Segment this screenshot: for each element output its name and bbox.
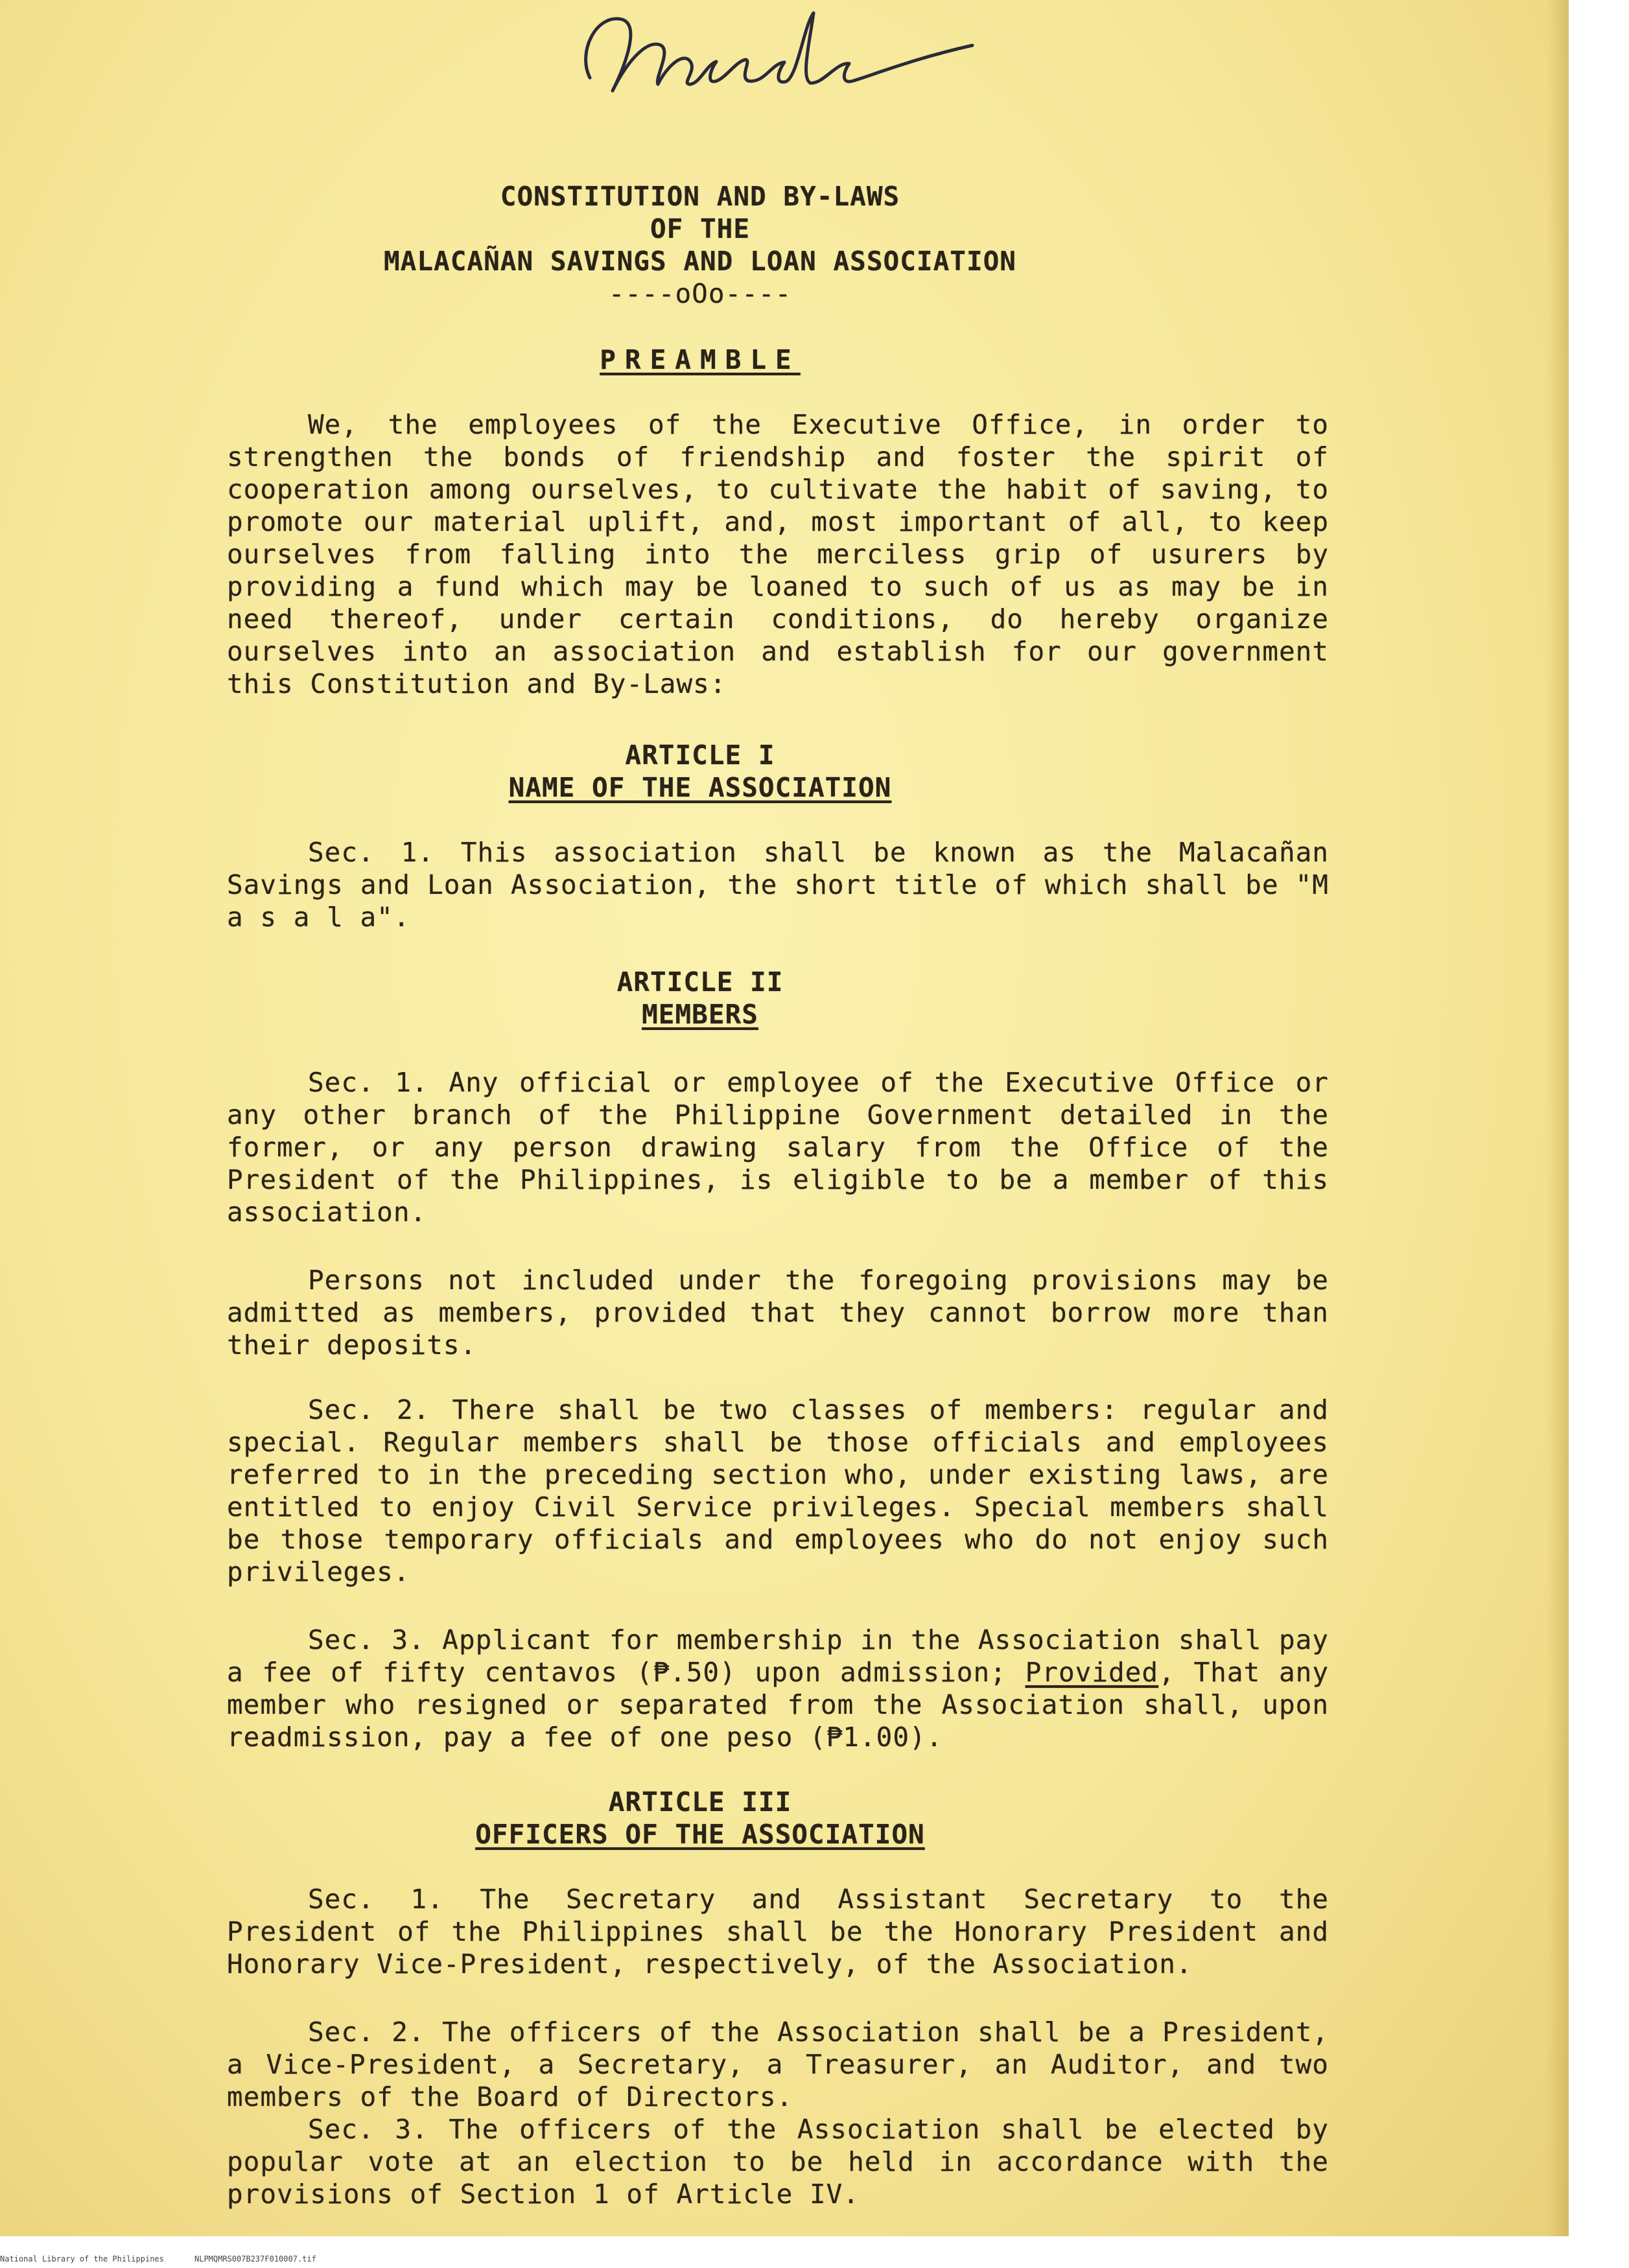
provided-clause: Provided xyxy=(1025,1657,1159,1688)
article-3-number: ARTICLE III xyxy=(608,1786,792,1818)
article-2-section-3-part-a: Sec. 3. Applicant for membership in the Association shall pay a fee of fifty centavos (₱.50) upon admission; xyxy=(227,1624,1329,1688)
handwritten-signature xyxy=(551,0,1005,110)
article-1-section-1: Sec. 1. This association shall be known as the Malacañan Savings and Loan Association, the short title of which shall be "M a s a l a". xyxy=(227,837,1329,933)
article-1-number: ARTICLE I xyxy=(625,740,775,771)
article-2-section-1-note: Persons not included under the foregoing provisions may be admitted as members, provided that they cannot borrow more than their deposits. xyxy=(227,1265,1329,1361)
article-1-title: NAME OF THE ASSOCIATION xyxy=(508,772,892,803)
article-3-section-2: Sec. 2. The officers of the Association shall be a President, a Vice-President, a Secretary, a Treasurer, an Auditor, and two members of the Board of Directors. xyxy=(227,2017,1329,2112)
scan-margin xyxy=(1569,0,1629,2236)
article-2-section-2: Sec. 2. There shall be two classes of members: regular and special. Regular members shall be those officials and employees referred to in the preceding section who, under existing laws, are entitled to enjoy Civil Service privileges. Special members shall be those temporary officials and employees who do not enjoy such privileges. xyxy=(227,1394,1329,1587)
article-3-title: OFFICERS OF THE ASSOCIATION xyxy=(475,1819,925,1850)
title-line-2: OF THE xyxy=(650,213,751,244)
article-2-section-3 xyxy=(227,1624,1329,1753)
title-line-3: MALACAÑAN SAVINGS AND LOAN ASSOCIATION xyxy=(384,246,1016,277)
article-2-title: MEMBERS xyxy=(642,999,758,1030)
article-3-section-1: Sec. 1. The Secretary and Assistant Secretary to the President of the Philippines shall be the Honorary President and Honorary Vice-President, respectively, of the Association. xyxy=(227,1884,1329,1980)
title-line-1: CONSTITUTION AND BY-LAWS xyxy=(500,181,900,212)
preamble-text: We, the employees of the Executive Office, in order to strengthen the bonds of friendship and foster the spirit of cooperation among ourselves, to cultivate the habit of saving, to promote our material uplift, and, most important of all, to keep ourselves from falling into the merciless grip of usurers by providing a fund which may be loaned to such of us as may be in need thereof, under certain conditions, do hereby organize ourselves into an association and establish for our government this Constitution and By-Laws: xyxy=(227,409,1329,699)
article-2-number: ARTICLE II xyxy=(616,966,784,998)
footer-file-id: NLPMQMRS007B237F010007.tif xyxy=(194,2254,316,2263)
title-separator: ----oOo---- xyxy=(608,278,792,309)
article-2-section-1: Sec. 1. Any official or employee of the Executive Office or any other branch of the Philippine Government detailed in the former, or any person drawing salary from the Office of the President of the Philippines, is eligible to be a member of this association. xyxy=(227,1067,1329,1228)
signature-drawing xyxy=(551,0,1005,110)
preamble-title: PREAMBLE xyxy=(600,344,801,375)
footer-library: National Library of the Philippines xyxy=(0,2254,164,2263)
article-3-section-3: Sec. 3. The officers of the Association shall be elected by popular vote at an election to be held in accordance with the provisions of Section 1 of Article IV. xyxy=(227,2114,1329,2210)
article-2-section-3-part-b: , That any member who resigned or separated from the Association shall, upon readmission, pay a fee of one peso (₱1.00). xyxy=(227,1657,1330,1753)
